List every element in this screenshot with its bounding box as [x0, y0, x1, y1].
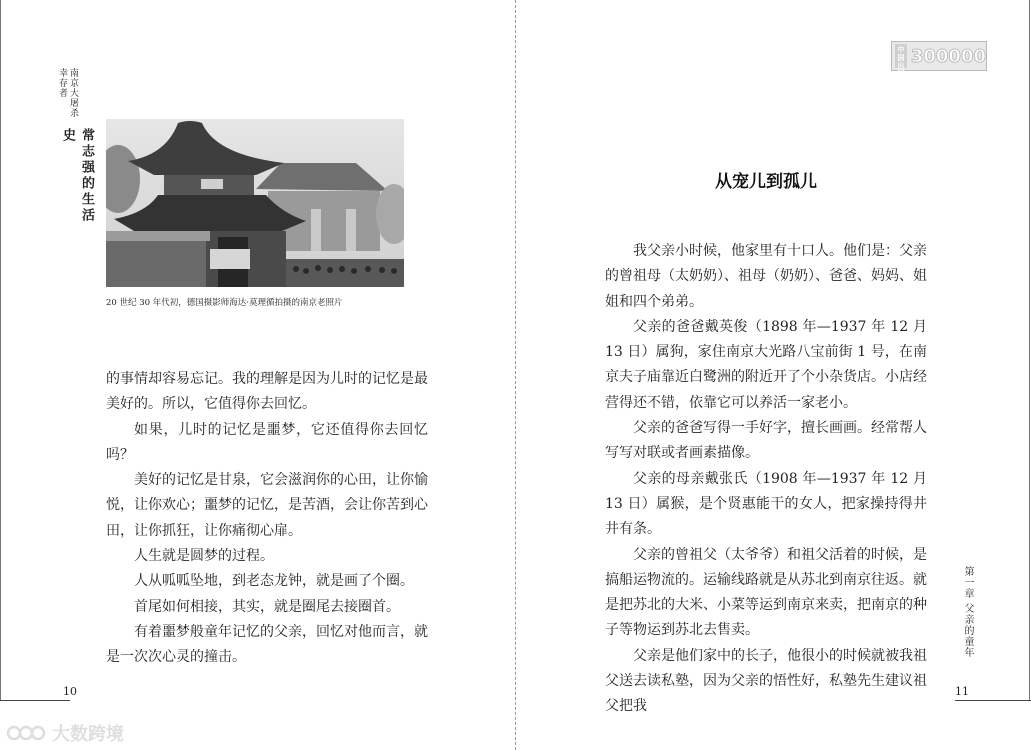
book-spine-divider [515, 0, 516, 750]
paragraph: 美好的记忆是甘泉，它会滋润你的心田，让你愉悦，让你欢心；噩梦的记忆，是苦酒，会让你苦到心田，让你抓狂，让你痛彻心扉。 [106, 472, 428, 539]
paragraph: 父亲的曾祖父（太爷爷）和祖父活着的时候，是搞船运物流的。运输线路就是从苏北到南京往返。就是把苏北的大米、小菜等运到南京来卖，把南京的种子等物运到苏北去售卖。 [605, 546, 927, 639]
paragraph: 的事情却容易忘记。我的理解是因为儿时的记忆是最美好的。所以，它值得你去回忆。 [106, 371, 428, 413]
paragraph: 人从呱呱坠地，到老态龙钟，就是画了个圈。 [134, 573, 414, 590]
paragraph: 首尾如何相接，其实，就是圈尾去接圈首。 [134, 598, 400, 615]
publisher-logo [891, 41, 987, 94]
watermark-logo-icon [6, 723, 48, 743]
page-number-right: 11 [955, 685, 969, 698]
paragraph: 父亲是他们家中的长子，他很小的时候就被我祖父送去读私塾，因为父亲的悟性好，私塾先生建议祖父把我 [605, 647, 927, 715]
paragraph: 如果，儿时的记忆是噩梦，它还值得你去回忆吗？ [106, 421, 428, 463]
photo-caption: 20 世纪 30 年代初，德国摄影师海达·莫理循拍摄的南京老照片 [106, 298, 343, 308]
left-body-text [106, 367, 428, 671]
watermark-text: 大数跨境 [52, 724, 124, 745]
book-title-vertical: 常志强的生活史 [60, 128, 94, 224]
watermark [6, 720, 124, 746]
left-footer-rule [0, 700, 70, 701]
right-page-edge [1029, 0, 1030, 700]
page-number-left: 10 [63, 685, 77, 698]
paragraph: 父亲的爸爸写得一手好字，擅长画画。经常帮人写写对联或者画素描像。 [605, 420, 927, 462]
publisher-logo-number: 300000 [910, 45, 986, 67]
chapter-side-label: 第一章 父亲的童年 [962, 566, 973, 659]
left-page-edge [0, 0, 1, 700]
paragraph: 父亲的爸爸戴英俊（1898 年—1937 年 12 月 13 日）属狗，家住南京大光路八宝前街 1 号，在南京夫子庙靠近白鹭洲的附近开了个小杂货店。小店经营得还不错，依靠它可以养活一家老小。 [605, 318, 927, 411]
paragraph: 我父亲小时候，他家里有十口人。他们是：父亲的曾祖母（太奶奶）、祖母（奶奶）、爸爸、妈妈、姐姐和四个弟弟。 [605, 243, 927, 310]
right-body-text [605, 239, 927, 720]
paragraph: 有着噩梦般童年记忆的父亲，回忆对他而言，就是一次次心灵的撞击。 [106, 623, 428, 666]
series-title-vertical: 南京大屠杀幸存者 [57, 68, 78, 118]
paragraph: 人生就是圆梦的过程。 [134, 548, 274, 565]
publisher-logo-mark: 中国出版集团 [895, 44, 907, 68]
right-footer-rule [955, 700, 1031, 701]
chapter-title: 从宠儿到孤儿 [715, 172, 817, 192]
paragraph: 父亲的母亲戴张氏（1908 年—1937 年 12 月 13 日）属猴，是个贤惠能干的女人，把家操持得井井有条。 [605, 470, 927, 538]
historical-photo-nanjing [106, 119, 404, 287]
